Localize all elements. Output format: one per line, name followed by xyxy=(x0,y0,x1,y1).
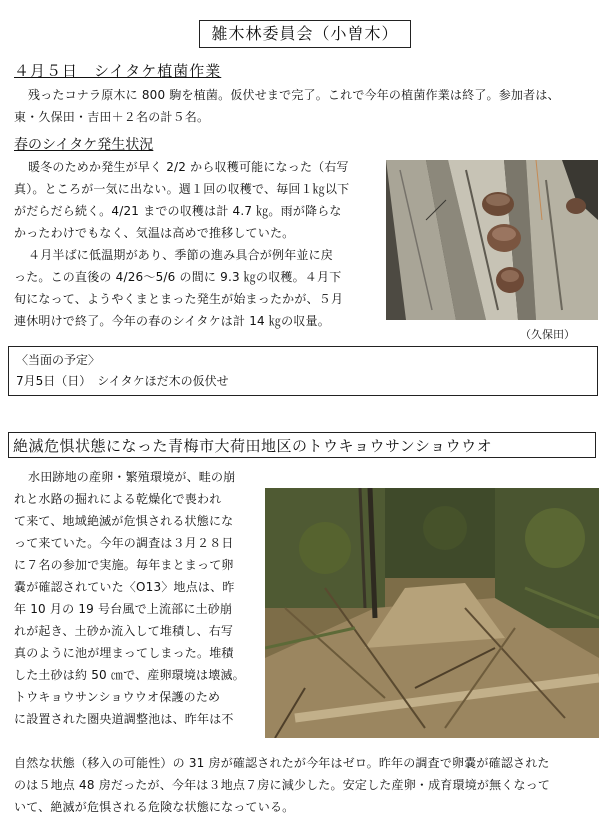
paragraph-line: ４月半ばに低温期があり、季節の進み具合が例年並に戻 xyxy=(28,248,334,262)
paragraph-line: に設置された圏央道調整池は、昨年は不 xyxy=(14,712,234,726)
schedule-item: 7月5日（日） シイタケほだ木の仮伏せ xyxy=(16,374,229,388)
committee-title: 雑木林委員会（小曽木） xyxy=(199,20,411,48)
paragraph-line: 連休明けで終了。今年の春のシイタケは計 14 ㎏の収量。 xyxy=(14,314,330,328)
paragraph-line: いて、絶滅が危惧される危険な状態になっている。 xyxy=(14,800,295,814)
paragraph-line: 真）。ところが一気に出ない。週１回の収穫で、毎回１㎏以下 xyxy=(14,182,350,196)
paragraph-line: 嚢が確認されていた〈O13〉地点は、昨 xyxy=(14,580,235,594)
paragraph-line: かったわけでもなく、気温は高めで推移していた。 xyxy=(14,226,295,240)
paragraph-line: 水田跡地の産卵・繁殖環境が、畦の崩 xyxy=(28,470,236,484)
paragraph-line: て来て、地域絶滅が危惧される状態にな xyxy=(14,514,234,528)
shiitake-photo xyxy=(386,160,598,320)
paragraph-line: に７名の参加で実施。毎年まとまって卵 xyxy=(14,558,234,572)
paragraph-line: れが起き、土砂か流入して堆積し、右写 xyxy=(14,624,234,638)
paragraph-line: った。この直後の 4/26〜5/6 の間に 9.3 ㎏の収穫。４月下 xyxy=(14,270,342,284)
paragraph-line: 年 10 月の 19 号台風で上流部に土砂崩 xyxy=(14,602,233,616)
section-heading-planting: ４月５日 シイタケ植菌作業 xyxy=(14,62,222,80)
paragraph-line: 暖冬のためか発生が早く 2/2 から収穫可能になった（右写 xyxy=(28,160,349,174)
section-heading-spring-shiitake: 春のシイタケ発生状況 xyxy=(14,137,154,153)
paragraph-line: 東・久保田・吉田＋２名の計５名。 xyxy=(14,110,210,124)
paragraph-line: 自然な状態（移入の可能性）の 31 房が確認されたが今年はゼロ。昨年の調査で卵嚢が確認された xyxy=(14,756,550,770)
pond-debris-photo xyxy=(265,488,599,738)
paragraph-line: がだらだら続く。4/21 までの収穫は計 4.7 ㎏。雨が降らな xyxy=(14,204,342,218)
paragraph-line: 旬になって、ようやくまとまった発生が始まったかが、５月 xyxy=(14,292,344,306)
schedule-heading: 〈当面の予定〉 xyxy=(16,353,101,367)
paragraph-line: って来ていた。今年の調査は３月２８日 xyxy=(14,536,234,550)
paragraph-line: れと水路の掘れによる乾燥化で喪われ xyxy=(14,492,222,506)
paragraph-line: した土砂は約 50 ㎝で、産卵環境は壊滅。 xyxy=(14,668,245,682)
paragraph-line: のは５地点 48 房だったが、今年は３地点７房に減少した。安定した産卵・成育環境が無くなって xyxy=(14,778,551,792)
photo-caption: （久保田） xyxy=(520,328,575,341)
paragraph-line: 真のように池が埋まってしまった。堆積 xyxy=(14,646,234,660)
salamander-heading: 絶滅危惧状態になった青梅市大荷田地区のトウキョウサンショウウオ xyxy=(8,432,596,458)
paragraph-line: トウキョウサンショウウオ保護のため xyxy=(14,690,221,704)
paragraph-line: 残ったコナラ原木に 800 駒を植菌。仮伏せまで完了。これで今年の植菌作業は終了。参加者は、 xyxy=(28,88,560,102)
